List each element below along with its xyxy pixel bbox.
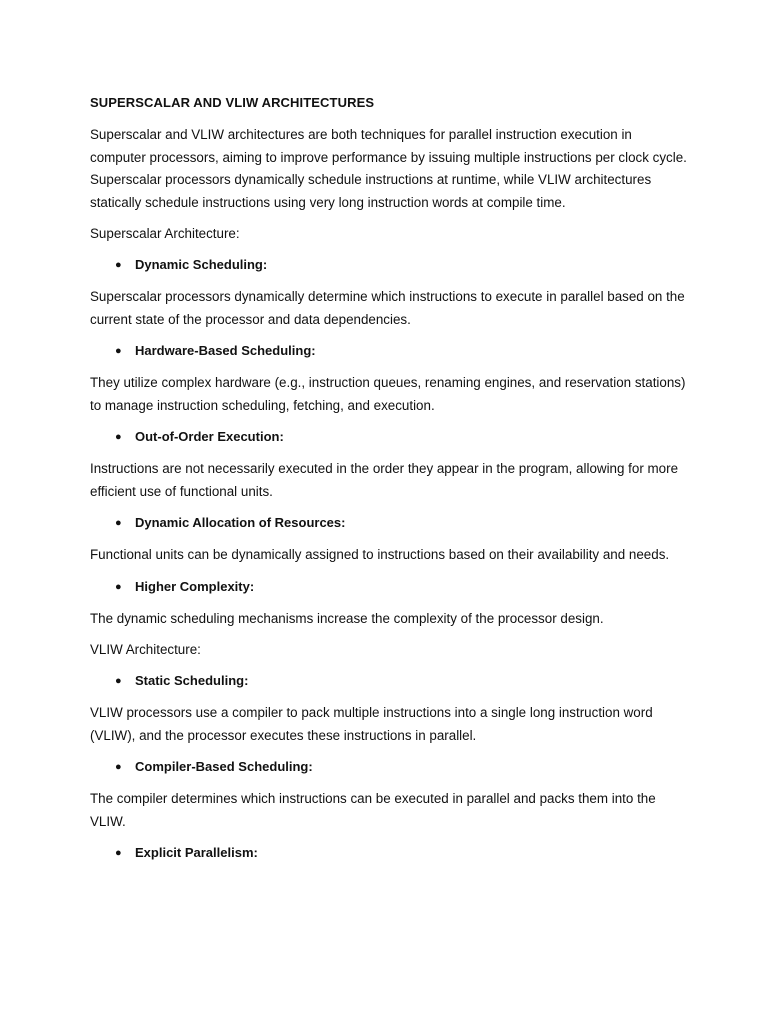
document-body xyxy=(90,93,690,874)
bullet-paragraph: VLIW processors use a compiler to pack multiple instructions into a single long instruction word (VLIW), and the processor executes these instructions in parallel. xyxy=(90,705,653,743)
bullet-icon: ● xyxy=(115,431,122,443)
bullet-heading xyxy=(90,670,690,692)
bullet-heading-text: Compiler-Based Scheduling: xyxy=(135,759,313,774)
bullet-heading xyxy=(90,340,690,362)
bullet-heading-text: Dynamic Scheduling: xyxy=(135,257,268,272)
bullet-heading xyxy=(90,756,690,778)
bullet-paragraph: Instructions are not necessarily executed in the order they appear in the program, allowing for more efficient use of functional units. xyxy=(90,461,679,499)
bullet-icon: ● xyxy=(115,580,122,593)
section-label-superscalar: Superscalar Architecture: xyxy=(90,226,240,241)
document-title: SUPERSCALAR AND VLIW ARCHITECTURES xyxy=(90,95,375,110)
bullet-paragraph: Superscalar processors dynamically determine which instructions to execute in parallel based on the current state of the processor and data dependencies. xyxy=(90,289,685,327)
bullet-heading-text: Explicit Parallelism: xyxy=(135,845,258,860)
bullet-heading xyxy=(90,576,690,598)
bullet-heading-text: Static Scheduling: xyxy=(135,673,249,688)
bullet-heading-text: Higher Complexity: xyxy=(135,578,255,594)
bullet-icon: ● xyxy=(115,259,122,271)
bullet-heading xyxy=(90,254,690,276)
bullet-heading xyxy=(90,842,690,864)
bullet-heading xyxy=(90,512,690,534)
bullet-icon: ● xyxy=(115,675,122,687)
bullet-icon: ● xyxy=(115,345,122,357)
bullet-paragraph: They utilize complex hardware (e.g., instruction queues, renaming engines, and reservation stations) to manage instruction scheduling, fetching, and execution. xyxy=(90,375,686,413)
bullet-icon: ● xyxy=(115,761,122,773)
bullet-paragraph: Functional units can be dynamically assigned to instructions based on their availability and needs. xyxy=(90,547,670,562)
bullet-icon: ● xyxy=(115,847,122,859)
bullet-icon: ● xyxy=(115,517,122,529)
bullet-paragraph: The compiler determines which instructions can be executed in parallel and packs them into the VLIW. xyxy=(90,791,656,829)
section-label-vliw: VLIW Architecture: xyxy=(90,642,201,657)
bullet-paragraph: The dynamic scheduling mechanisms increase the complexity of the processor design. xyxy=(90,610,604,626)
bullet-heading-text: Dynamic Allocation of Resources: xyxy=(135,515,346,530)
bullet-heading-text: Out-of-Order Execution: xyxy=(135,429,284,444)
intro-paragraph: Superscalar and VLIW architectures are both techniques for parallel instruction execution in computer processors, aiming to improve performance by issuing multiple instructions per clock cycle. Superscalar processors dynamically schedule instructions at runtime, while VLIW architectures statically schedule instructions using very long instruction words at compile time. xyxy=(90,127,687,210)
bullet-heading xyxy=(90,426,690,448)
bullet-heading-text: Hardware-Based Scheduling: xyxy=(135,343,316,358)
